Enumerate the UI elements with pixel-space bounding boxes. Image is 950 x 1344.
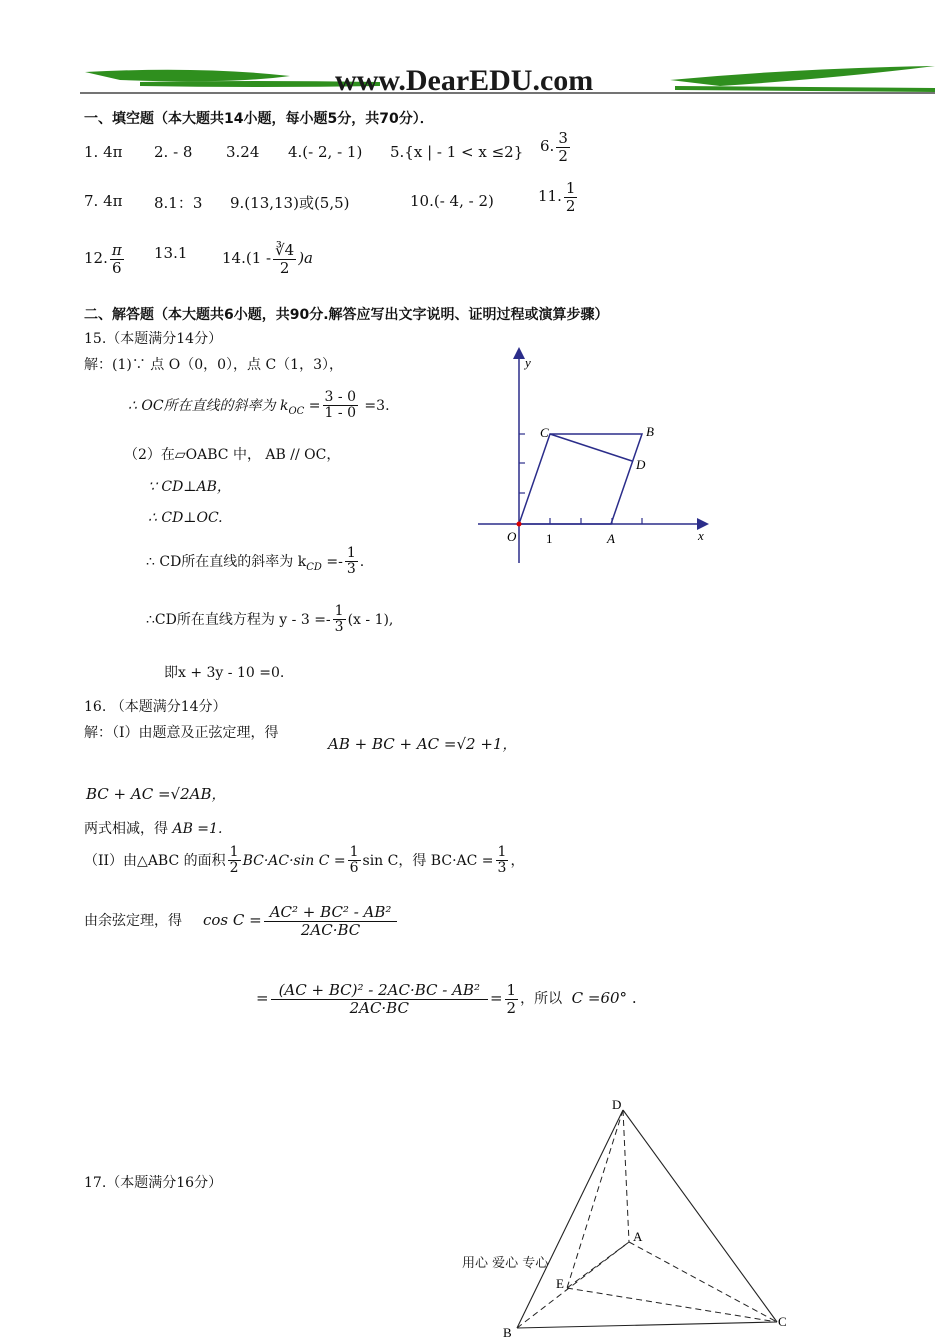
p15-line5: ∴ CD⊥OC.: [148, 510, 223, 526]
parallelogram-OABC: [519, 434, 642, 524]
p16-line2: BC + AC =√2AB，: [86, 785, 226, 803]
figure-tetrahedron: [495, 1092, 800, 1340]
p15-heading: 15.（本题满分14分）: [84, 331, 223, 347]
answer-4: 4.(- 2, - 1): [288, 143, 363, 161]
answer-10: 10.(- 4, - 2): [410, 192, 494, 210]
answer-8: 8.1：3: [154, 194, 203, 212]
answer-7: 7. 4π: [84, 192, 123, 210]
p16-line1-text: 解：（I）由题意及正弦定理，得: [84, 725, 279, 741]
label-A: A: [633, 1229, 643, 1244]
p17-heading: 17.（本题满分16分）: [84, 1175, 223, 1191]
answer-14: 14.(1 - $\frac{∛4}{2}$ )a: [222, 241, 313, 277]
label-O: O: [507, 529, 517, 544]
figure-parallelogram: [470, 345, 720, 565]
label-A: A: [607, 531, 615, 546]
p15-line8: 即x + 3y - 10 =0.: [164, 665, 285, 681]
answer-2: 2. - 8: [154, 143, 193, 161]
p15-line2: ∴ OC所在直线的斜率为 $k_{OC}$ = $\frac{3 - 0}{1 - 0}$ =3.: [128, 389, 390, 422]
answer-13: 13.1: [154, 244, 188, 262]
p15-line3: （2）在▱OABC 中， AB // OC，: [124, 447, 341, 463]
logo-text: www.DearEDU.com: [335, 64, 594, 97]
origin-point: [517, 522, 522, 527]
answer-3: 3.24: [226, 143, 260, 161]
p16-line6-formula: = $\frac{\text{(AC + BC)² - 2AC·BC - AB²}}{2AC\cdot BC}$ = $\frac{1}{2}$ ，所以 C =60° .: [256, 981, 637, 1017]
section-2-title: 二、解答题（本大题共6小题，共90分.解答应写出文字说明、证明过程或演算步骤）: [84, 307, 609, 323]
label-x: x: [698, 528, 704, 543]
answer-11: 11. $\frac{1}{2}$: [538, 179, 576, 215]
p15-line7: ∴CD所在直线方程为 y - 3 =- $\frac{1}{3}$ (x - 1),: [146, 603, 394, 636]
segment-CD: [550, 434, 632, 461]
p16-line5-formula: cos C = $\frac{\text{AC² + BC² - AB²}}{2AC\cdot BC}$: [203, 904, 399, 938]
label-C: C: [540, 425, 549, 440]
section-1-title: 一、填空题（本大题共14小题，每小题5分，共70分）．: [84, 111, 434, 127]
answer-1: 1. 4π: [84, 143, 123, 161]
header-logo: [80, 58, 935, 100]
label-1: 1: [546, 531, 553, 546]
label-E: E: [556, 1276, 564, 1291]
p15-line6: ∴ CD所在直线的斜率为 $k_{CD}$ =- $\frac{1}{3}$ .: [146, 545, 365, 578]
p15-line4: ∵ CD⊥AB，: [148, 479, 231, 495]
logo-swoosh-left: [85, 70, 290, 82]
answer-9: 9.(13,13)或(5,5): [230, 194, 350, 212]
p16-line3: 两式相减，得 AB =1.: [84, 821, 223, 837]
p16-line1-formula: AB + BC + AC =√2 +1，: [328, 735, 517, 753]
logo-swoosh-right: [670, 66, 935, 86]
p16-heading: 16. （本题满分14分）: [84, 699, 227, 715]
p16-line4: （II）由△ABC 的面积 $\frac{1}{2}$ BC·AC·sin C = $\frac{1}{6}$ sin C，得 BC·AC = $\frac{1}{3}$ ，: [84, 844, 525, 877]
label-y: y: [525, 355, 531, 370]
label-C: C: [778, 1314, 787, 1329]
footer-watermark: 用心 爱心 专心: [462, 1256, 549, 1271]
answer-5: 5.{x | - 1 < x ≤2}: [390, 143, 524, 161]
label-D: D: [636, 457, 646, 472]
answer-6: 6. $\frac{3}{2}$: [540, 129, 568, 165]
answer-12: 12. $\frac{\pi}{6}$: [84, 241, 122, 277]
p15-line1: 解：(1)∵ 点 O（0，0），点 C（1，3），: [84, 357, 343, 373]
p16-line5-text: 由余弦定理，得: [84, 913, 182, 929]
label-B: B: [503, 1325, 512, 1340]
label-B: B: [646, 424, 654, 439]
label-D: D: [612, 1097, 622, 1112]
